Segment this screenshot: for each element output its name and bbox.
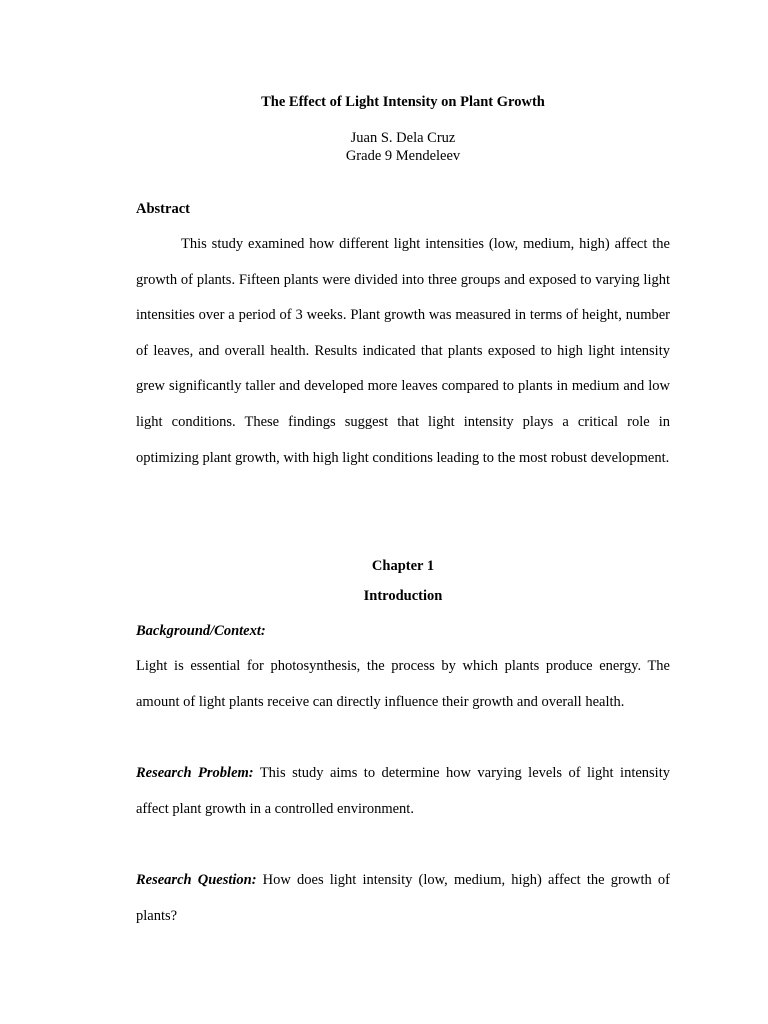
research-problem-paragraph [136, 756, 670, 827]
research-question-paragraph [136, 863, 670, 934]
research-question-body: How does light intensity (low, medium, high) affect the growth of plants? [136, 872, 670, 924]
background-body: Light is essential for photosynthesis, the process by which plants produce energy. The amount of light plants receive can directly influence their growth and overall health. [136, 658, 670, 710]
document-title: The Effect of Light Intensity on Plant Growth [261, 94, 545, 110]
abstract-heading: Abstract [136, 201, 190, 217]
abstract-body: This study examined how different light intensities (low, medium, high) affect the growth of plants. Fifteen plants were divided into three groups and exposed to varying light intensities over a period of 3 weeks. Plant growth was measured in terms of height, number of leaves, and overall health. Results indicated that plants exposed to high light intensity grew significantly taller and developed more leaves compared to plants in medium and low light conditions. These findings suggest that light intensity plays a critical role in optimizing plant growth, with high light conditions leading to the most robust development. [136, 236, 670, 466]
author-block [136, 129, 670, 165]
author-name: Juan S. Dela Cruz [350, 130, 456, 146]
research-problem-body: This study aims to determine how varying levels of light intensity affect plant growth in a controlled environment. [136, 765, 670, 817]
research-problem-label: Research Problem: [136, 765, 254, 781]
background-label: Background/Context: [136, 623, 266, 639]
chapter-title: Introduction [363, 588, 443, 604]
author-section: Grade 9 Mendeleev [345, 148, 461, 164]
research-question-label: Research Question: [136, 872, 257, 888]
chapter-number: Chapter 1 [371, 558, 435, 574]
